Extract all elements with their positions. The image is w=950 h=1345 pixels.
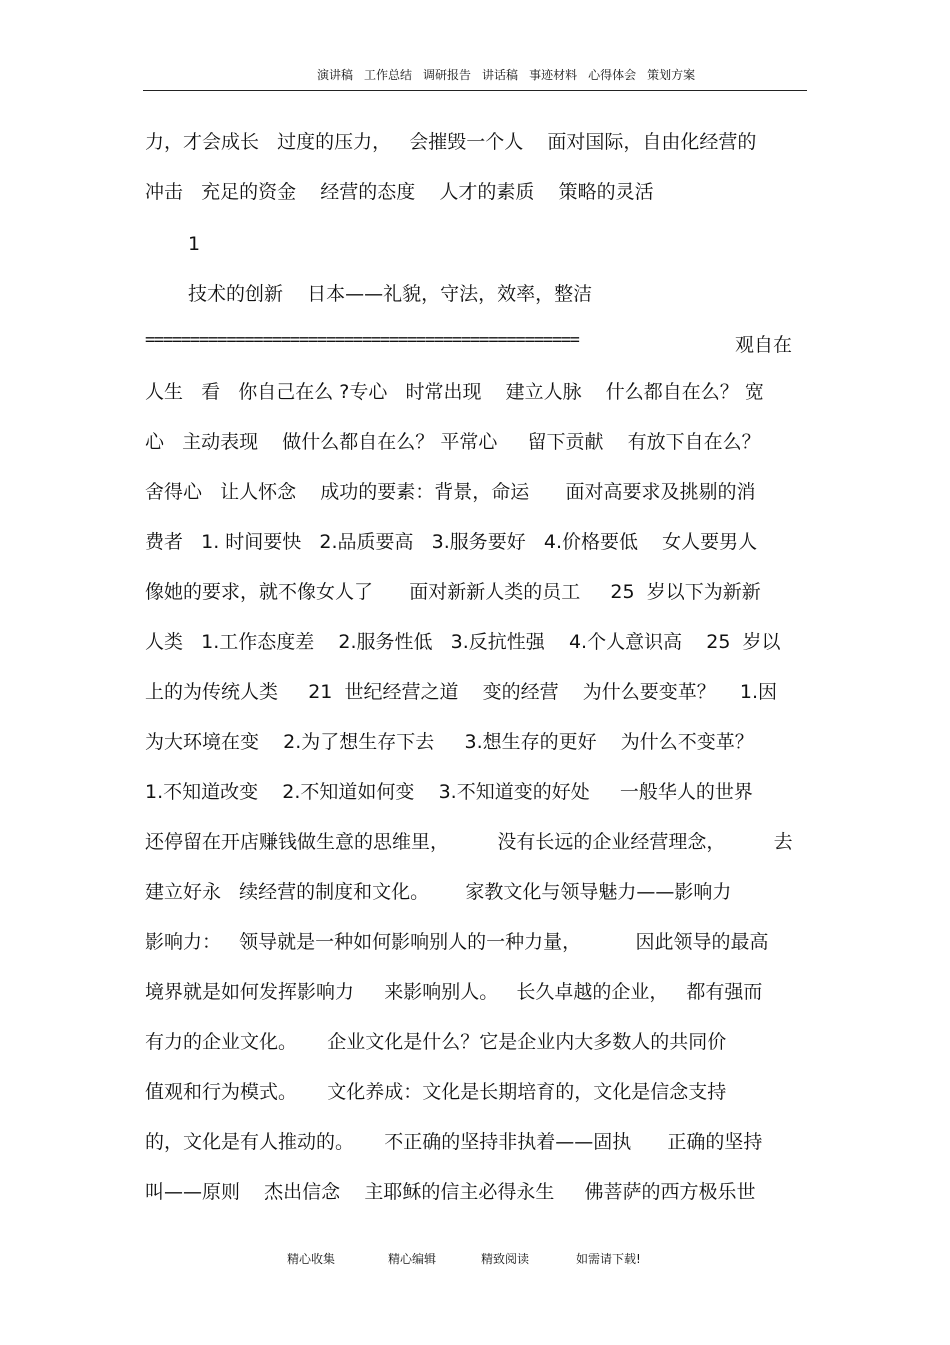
header-link[interactable]: 事迹材料 xyxy=(529,68,578,82)
header-link[interactable]: 策划方案 xyxy=(647,68,696,82)
header-link[interactable]: 心得体会 xyxy=(588,68,637,82)
text-line: 1.不知道改变 2.不知道如何变 3.不知道变的好处 一般华人的世界 xyxy=(145,781,753,803)
text-line: 值观和行为模式。 文化养成：文化是长期培育的，文化是信念支持 xyxy=(145,1081,727,1103)
text-line: 观自在 xyxy=(735,334,793,356)
text-line: 叫——原则 杰出信念 主耶稣的信主必得永生 佛菩萨的西方极乐世 xyxy=(145,1181,756,1203)
text-line: 境界就是如何发挥影响力 来影响别人。 长久卓越的企业， 都有强而 xyxy=(145,981,763,1003)
text-line: 为大环境在变 2.为了想生存下去 3.想生存的更好 为什么不变革？ xyxy=(145,731,754,753)
header-link[interactable]: 调研报告 xyxy=(423,68,472,82)
text-line: 的，文化是有人推动的。 不正确的坚持非执着——固执 正确的坚持 xyxy=(145,1131,763,1153)
page-number-inline: 1 xyxy=(188,233,201,255)
text-line: 费者 1. 时间要快 2.品质要高 3.服务要好 4.价格要低 女人要男人 xyxy=(145,531,758,553)
header-category-links xyxy=(317,66,706,83)
text-line: 力，才会成长 过度的压力， 会摧毁一个人 面对国际，自由化经营的 xyxy=(145,131,757,153)
text-line: 还停留在开店赚钱做生意的思维里， 没有长远的企业经营理念， 去 xyxy=(145,831,793,853)
header-link[interactable]: 讲话稿 xyxy=(482,68,519,82)
footer-item: 精心收集 xyxy=(287,1252,336,1266)
text-line: 技术的创新 日本——礼貌，守法，效率，整洁 xyxy=(188,283,593,305)
text-line: 像她的要求，就不像女人了 面对新新人类的员工 25 岁以下为新新 xyxy=(145,581,761,603)
text-line: 舍得心 让人怀念 成功的要素：背景，命运 面对高要求及挑剔的消 xyxy=(145,481,756,503)
text-line: 有力的企业文化。 企业文化是什么？它是企业内大多数人的共同价 xyxy=(145,1031,727,1053)
text-line: 人类 1.工作态度差 2.服务性低 3.反抗性强 4.个人意识高 25 岁以 xyxy=(145,631,781,653)
header-link[interactable]: 演讲稿 xyxy=(317,68,354,82)
text-line: 影响力： 领导就是一种如何影响别人的一种力量， 因此领导的最高 xyxy=(145,931,769,953)
separator-line: ================================================ xyxy=(145,330,579,350)
text-line: 建立好永 续经营的制度和文化。 家教文化与领导魅力——影响力 xyxy=(145,881,732,903)
header-link[interactable]: 工作总结 xyxy=(364,68,413,82)
text-line: 冲击 充足的资金 经营的态度 人才的素质 策略的灵活 xyxy=(145,181,654,203)
footer-item: 如需请下载! xyxy=(576,1252,641,1266)
text-line: 心 主动表现 做什么都自在么？ 平常心 留下贡献 有放下自在么？ xyxy=(145,431,761,453)
footer-item: 精心编辑 xyxy=(388,1252,437,1266)
header-divider xyxy=(143,90,807,91)
page-header xyxy=(0,66,950,92)
footer-item: 精致阅读 xyxy=(481,1252,530,1266)
text-line: 人生 看 你自己在么 ?专心 时常出现 建立人脉 什么都自在么？ 宽 xyxy=(145,381,764,403)
text-line: 上的为传统人类 21 世纪经营之道 变的经营 为什么要变革？ 1.因 xyxy=(145,681,778,703)
